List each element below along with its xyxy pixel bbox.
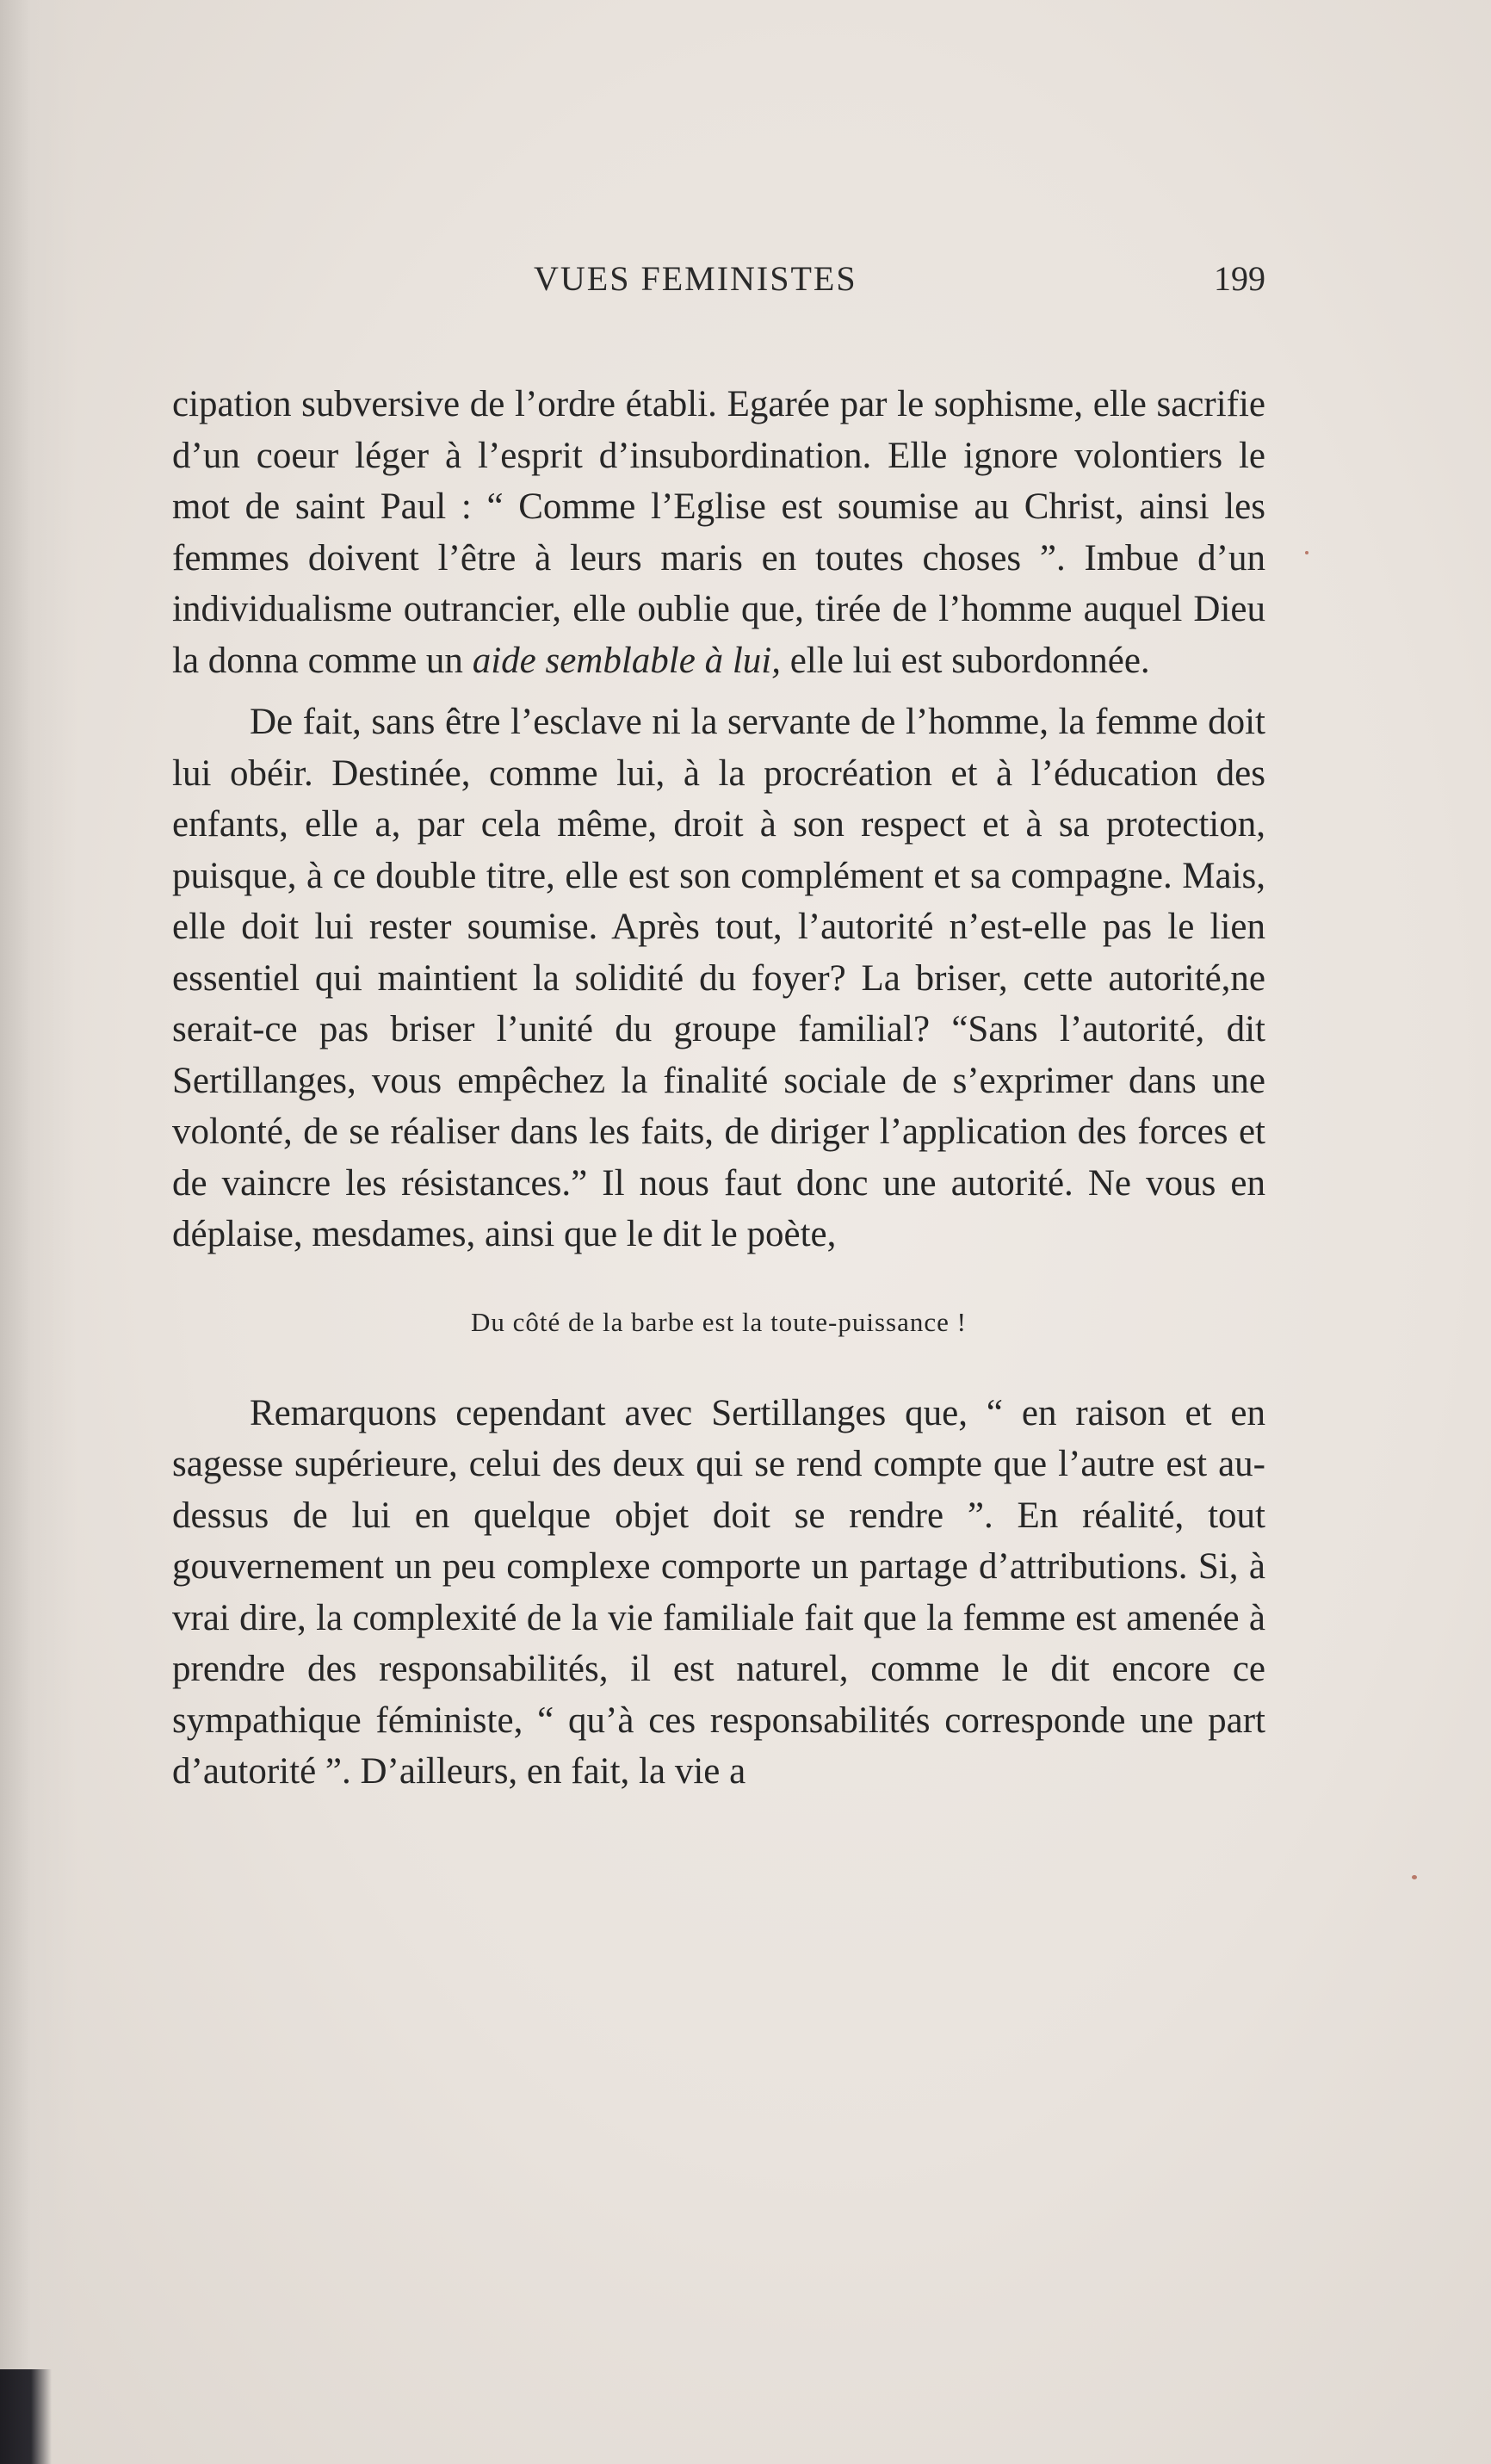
paragraph-1-part-b: elle lui est subordonnée. [780, 640, 1150, 681]
page-header [172, 258, 1265, 310]
paragraph-3: Remarquons cependant avec Sertillanges que, “ en raison et en sagesse supérieure, celui des deux qui se rend compte que l’autre est au-dessus de lui en quelque objet doit se rendre ”. En réalité, tout gouvernement un peu complexe comporte un partage d’attributions. Si, à vrai dire, la complexité de la vie familiale fait que la femme est amenée à prendre des responsabilités, il est naturel, comme le dit encore ce sympathique féministe, “ qu’à ces responsabilités corresponde une part d’autorité ”. D’ailleurs, en fait, la vie a [172, 1392, 1265, 1792]
binding-shadow [0, 0, 77, 2464]
running-title: VUES FEMINISTES [534, 259, 857, 298]
paper-speck [1412, 1875, 1417, 1879]
page-number: 199 [1214, 259, 1265, 298]
paragraph-1 [172, 379, 1265, 686]
paragraph-1-part-a: cipation subversive de l’ordre établi. Egarée par le sophisme, elle sacrifie d’un coeur léger à l’esprit d’insubordination. Elle ignore volontiers le mot de saint Paul : “ Comme l’Eglise est soumise au Christ, ainsi les femmes doivent l’être à leurs maris en toutes choses ”. Imbue d’un individualisme outrancier, elle oublie que, tirée de l’homme auquel Dieu la donna comme un [172, 384, 1265, 681]
page-corner-shadow [0, 2369, 52, 2464]
body-text [172, 379, 1265, 1798]
paper-speck [1305, 551, 1308, 554]
paragraph-2: De fait, sans être l’esclave ni la servante de l’homme, la femme doit lui obéir. Destinée, comme lui, à la procréation et à l’éducation des enfants, elle a, par cela même, droit à son respect et à sa protection, puisque, à ce double titre, elle est son complément et sa compagne. Mais, elle doit lui rester soumise. Après tout, l’autorité n’est-elle pas le lien essentiel qui maintient la solidité du foyer? La briser, cette autorité,ne serait-ce pas briser l’unité du groupe familial? “Sans l’autorité, dit Sertillanges, vous empêchez la finalité sociale de s’exprimer dans une volonté, de se réaliser dans les faits, de diriger l’application des forces et de vaincre les résistances.” Il nous faut donc une autorité. Ne vous en déplaise, mesdames, ainsi que le dit le poète, [172, 702, 1265, 1254]
italic-quote: aide semblable à lui, [472, 640, 781, 681]
verse-quote: Du côté de la barbe est la toute-puissance ! [471, 1306, 967, 1337]
